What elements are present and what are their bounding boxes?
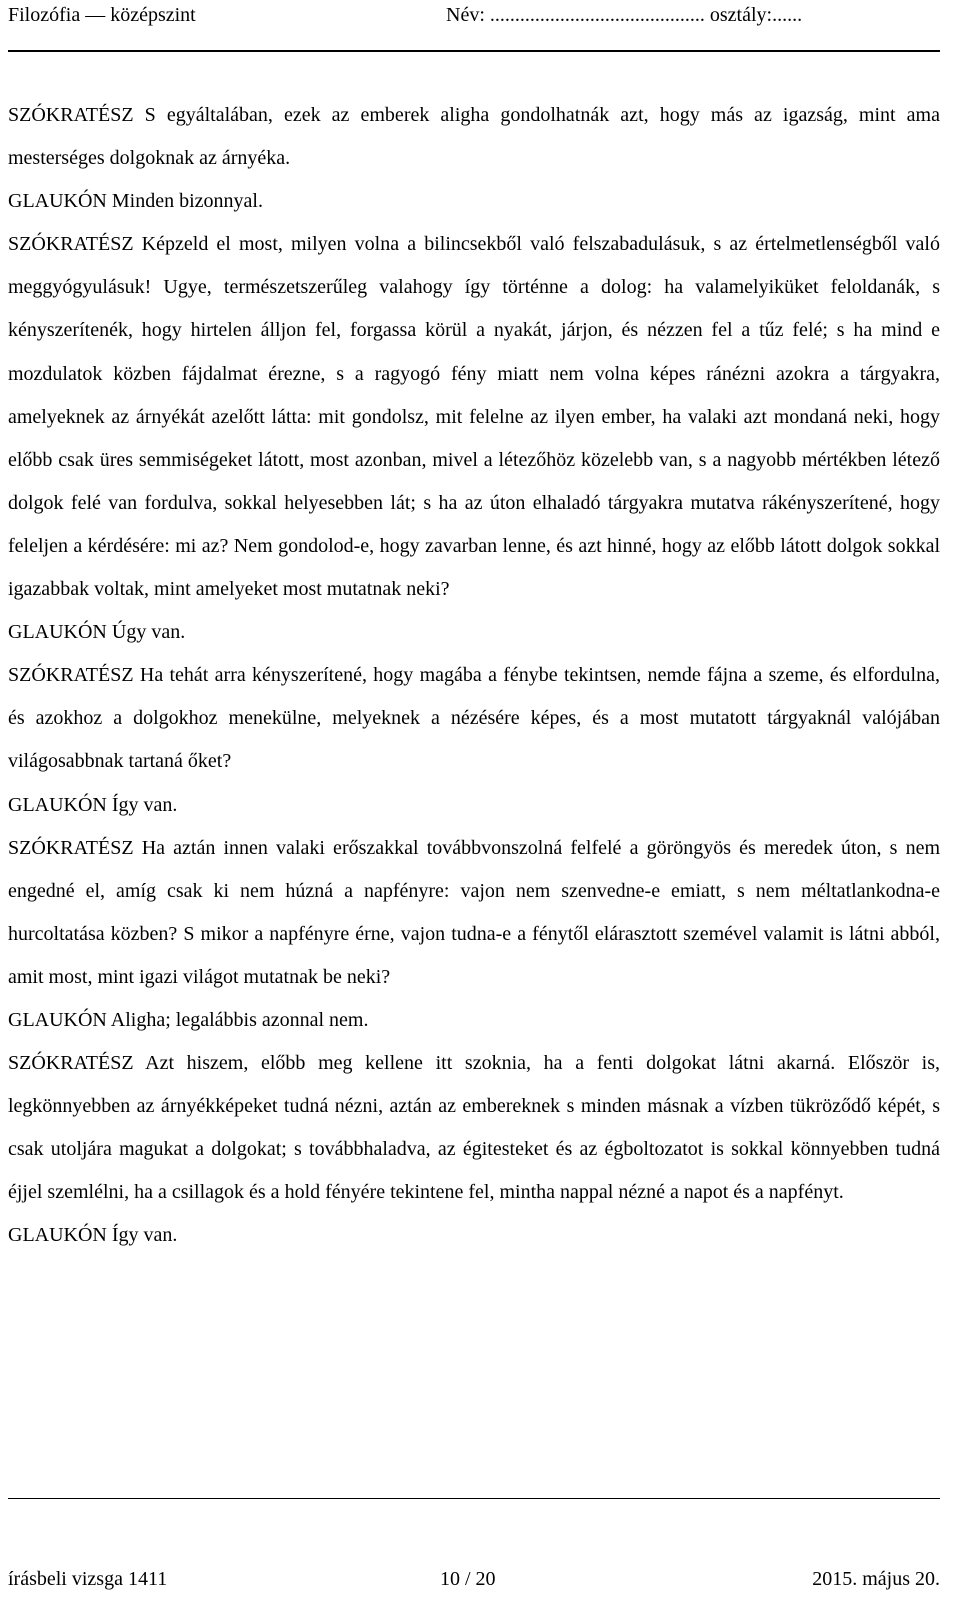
page-header — [8, 4, 940, 32]
exam-label: írásbeli vizsga 1411 — [8, 1568, 168, 1590]
paragraph: SZÓKRATÉSZ Ha tehát arra kényszerítené, hogy magába a fénybe tekintsen, nemde fájna a szeme, és elfordulna, és azokhoz a dolgokhoz menekülne, melyeknek a nézésére képes, és a most mutatott tárgyaknál valójában világosabbnak tartaná őket? — [8, 664, 940, 773]
paragraph: GLAUKÓN Így van. — [8, 793, 178, 816]
paragraph: GLAUKÓN Így van. — [8, 1224, 178, 1247]
subject-label: Filozófia — középszint — [8, 4, 196, 26]
paragraph: SZÓKRATÉSZ Azt hiszem, előbb meg kellene itt szoknia, ha a fenti dolgokat látni akarná. Először is, legkönnyebben az árnyékképeket tudná nézni, aztán az embereknek s minden másnak a vízben tükröződő képét, s csak utoljára magukat a dolgokat; s továbbhaladva, az égitesteket és az égboltozatot is sokkal könnyebben tudná éjjel szemlélni, ha a csillagok és a hold fényére tekintene fel, mintha nappal nézné a napot és a napfényt. — [8, 1052, 940, 1204]
header-divider — [8, 50, 940, 52]
paragraph: SZÓKRATÉSZ Ha aztán innen valaki erőszakkal továbbvonszolná felfelé a göröngyös és meredek úton, s nem engedné el, amíg csak ki nem húzná a napfényre: vajon nem szenvedne-e emiatt, s nem méltatlankodna-e hurcoltatása közben? S mikor a napfényre érne, vajon tudna-e a fénytől elárasztott szemével valamit is látni abból, amit most, mint igazi világot mutatnak be neki? — [8, 836, 940, 988]
exam-date: 2015. május 20. — [812, 1568, 940, 1590]
paragraph: GLAUKÓN Minden bizonnyal. — [8, 190, 263, 213]
page-number: 10 / 20 — [440, 1568, 496, 1590]
document-body — [8, 94, 940, 1258]
paragraph: GLAUKÓN Aligha; legalábbis azonnal nem. — [8, 1008, 369, 1031]
paragraph: SZÓKRATÉSZ S egyáltalában, ezek az emberek aligha gondolhatnák azt, hogy más az igazság, mint ama mesterséges dolgoknak az árnyéka. — [8, 104, 940, 170]
footer-divider — [8, 1498, 940, 1499]
paragraph: GLAUKÓN Úgy van. — [8, 621, 186, 644]
name-class-field: Név: ........................................... osztály:...... — [446, 4, 803, 26]
paragraph: SZÓKRATÉSZ Képzeld el most, milyen volna a bilincsekből való felszabadulásuk, s az értelmetlenségből való meggyógyulásuk! Ugye, természetszerűleg valahogy így történne a dolog: ha valamelyiküket feloldanák, s kényszerítenék, hogy hirtelen álljon fel, forgassa körül a nyakát, járjon, és nézzen fel a tűz felé; s ha mind e mozdulatok közben fájdalmat érezne, s a ragyogó fény miatt nem volna képes ránézni azokra a tárgyakra, amelyeknek az árnyékát azelőtt látta: mit gondolsz, mit felelne az ilyen ember, ha valaki azt mondaná neki, hogy előbb csak üres semmiségeket látott, most azonban, mivel a létezőhöz közelebb van, s a nagyobb mértékben létező dolgok felé van fordulva, sokkal helyesebben lát; s ha az úton elhaladó tárgyakra mutatva rákényszerítené, hogy feleljen a kérdésére: mi az? Nem gondolod-e, hogy zavarban lenne, és azt hinné, hogy az előbb látott dolgok sokkal igazabbak voltak, mint amelyeket most mutatnak neki? — [8, 233, 940, 601]
